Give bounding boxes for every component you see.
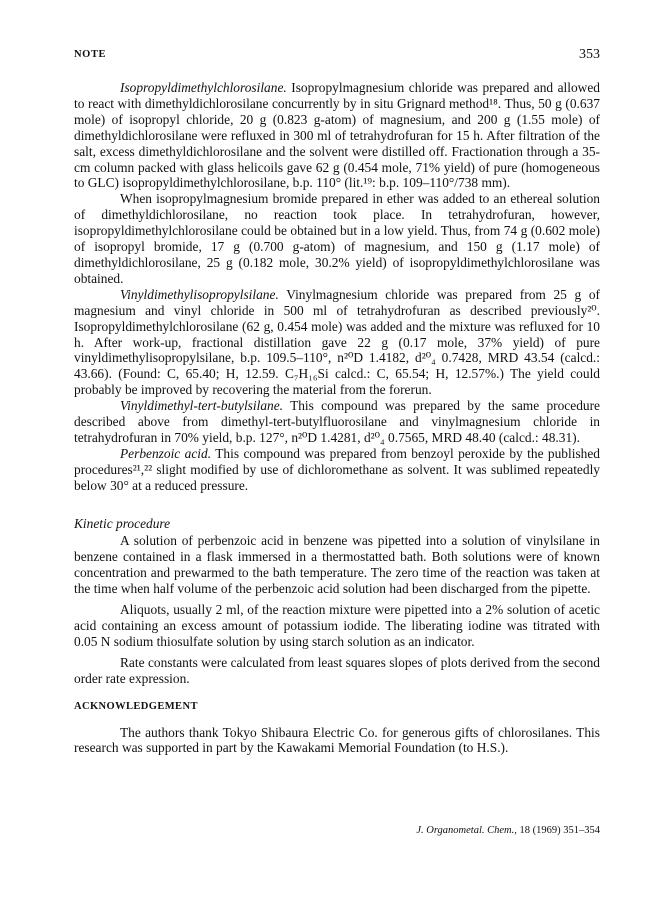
runin-heading: Vinyldimethylisopropylsilane. bbox=[120, 286, 279, 302]
paragraph-bromide-route bbox=[74, 191, 600, 286]
journal-volume-pages: 18 (1969) 351–354 bbox=[516, 825, 600, 836]
runin-heading: Vinyldimethyl-tert-butylsilane. bbox=[120, 398, 283, 414]
paragraph-isopropyldimethylchlorosilane bbox=[74, 80, 600, 191]
paragraph-text: Isopropylmagnesium chloride was prepared and allowed to react with dimethyldichlorosilane concurrently by in situ Grignard method¹⁸. Thus, 50 g (0.637 mole) of isopropyl chloride, 20 g (0.823 g-atom) of magnesium, and 200 g (1.55 mole) of dimethyldichlorosilane were refluxed in 300 ml of tetrahydrofuran for 15 h. After filtration of the salt, excess dimethyldichlorosilane and the solvent were distilled off. Fractionation through a 35-cm column packed with glass helicoils gave 62 g (0.454 mole, 71% yield) of pure (homogeneous to GLC) isopropyldimethylchlorosilane, b.p. 110° (lit.¹⁹: b.p. 109–110°/738 mm). bbox=[74, 80, 600, 191]
running-head: NOTE bbox=[74, 49, 107, 60]
section-heading-kinetic: Kinetic procedure bbox=[74, 515, 171, 531]
paragraph-vinyldimethylisopropylsilane bbox=[74, 287, 600, 398]
paragraph-text: Vinylmagnesium chloride was prepared from 25 g of magnesium and vinyl chloride in 500 ml of tetrahydrofuran as described previously²⁰. Isopropyldimethylchlorosilane (62 g, 0.454 mole) was added and the mixture was refluxed for 10 h. After work-up, fractional distillation gave 22 g (0.17 mole, 37% yield) of pure vinyldimethylisopropylsilane, b.p. 109.5–110°, n²⁰D 1.4182, d²⁰₄ 0.7428, MRD 43.54 (calcd.: 43.66). (Found: C, 65.40; H, 12.59. C₇H₁₆Si calcd.: C, 65.54; H, 12.57%.) The yield could probably be improved by recovering the material from the forerun. bbox=[74, 286, 600, 398]
journal-name: J. Organometal. Chem., bbox=[416, 825, 517, 836]
runin-heading: Isopropyldimethylchlorosilane. bbox=[120, 80, 287, 95]
kinetic-paragraph: A solution of perbenzoic acid in benzene was pipetted into a solution of vinylsilane in benzene contained in a flask immersed in a thermostatted bath. Both solutions were of known concentration and prewarmed to the bath temperature. The zero time of the reaction was taken at the time when half volume of the perbenzoic acid solution had been discharged from the pipette. bbox=[74, 533, 600, 597]
article-body bbox=[74, 80, 600, 756]
acknowledgement-text: The authors thank Tokyo Shibaura Electric Co. for generous gifts of chlorosilanes. This research was supported in part by the Kawakami Memorial Foundation (to H.S.). bbox=[74, 724, 600, 756]
paragraph-vinyldimethyl-tert-butylsilane bbox=[74, 398, 600, 446]
page-number: 353 bbox=[579, 47, 600, 62]
journal-citation-footer bbox=[416, 825, 600, 836]
paragraph-text: This compound was prepared by the same procedure described above from dimethyl-tert-butylfluorosilane and vinylmagnesium chloride in tetrahydrofuran in 70% yield, b.p. 127°, n²⁰D 1.4281, d²⁰₄ 0.7565, MRD 48.40 (calcd.: 48.31). bbox=[74, 398, 600, 445]
paragraph-perbenzoic-acid bbox=[74, 446, 600, 494]
paragraph-text: This compound was prepared from benzoyl peroxide by the published procedures²¹,²² slight modified by use of dichloromethane as solvent. It was sublimed repeatedly below 30° at a reduced pressure. bbox=[74, 445, 600, 493]
section-heading-acknowledgement: ACKNOWLEDGEMENT bbox=[74, 700, 198, 712]
paragraph-text: When isopropylmagnesium bromide prepared in ether was added to an ethereal solution of dimethyldichlorosilane, no reaction took place. In tetrahydrofuran, however, isopropyldimethylchlorosilane could be obtained but in a low yield. Thus, from 74 g (0.602 mole) of isopropyl bromide, 17 g (0.700 g-atom) of magnesium, and 150 g (1.17 mole) of dimethyldichlorosilane, 25 g (0.182 mole, 30.2% yield) of isopropyldimethylchlorosilane was obtained. bbox=[74, 191, 600, 286]
runin-heading: Perbenzoic acid. bbox=[120, 445, 212, 461]
kinetic-paragraph: Rate constants were calculated from least squares slopes of plots derived from the second order rate expression. bbox=[74, 654, 600, 686]
kinetic-paragraph: Aliquots, usually 2 ml, of the reaction mixture were pipetted into a 2% solution of acetic acid containing an excess amount of potassium iodide. The liberating iodine was titrated with 0.05 N sodium thiosulfate solution by using starch solution as an indicator. bbox=[74, 602, 600, 649]
page-header bbox=[74, 49, 600, 65]
